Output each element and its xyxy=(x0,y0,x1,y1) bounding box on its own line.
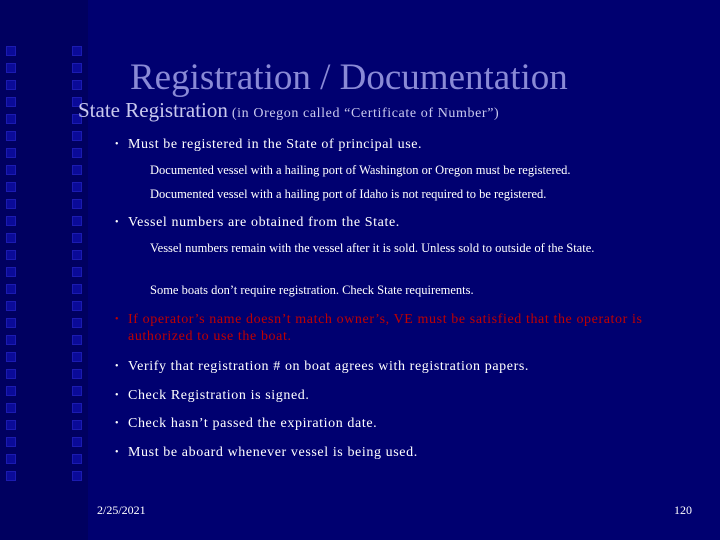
sub-item: Vessel numbers remain with the vessel after it is sold. Unless sold to outside of the State. xyxy=(150,241,595,255)
bullet-text: Vessel numbers are obtained from the State. xyxy=(128,215,400,230)
decorative-square xyxy=(72,216,82,226)
decorative-square xyxy=(72,318,82,328)
decorative-square xyxy=(6,454,16,464)
bullet-text: If operator’s name doesn’t match owner’s, VE must be satisfied that the operator is authorized to use the boat. xyxy=(128,312,643,344)
sub-item: Some boats don’t require registration. Check State requirements. xyxy=(150,283,474,297)
bullet-marker: • xyxy=(115,314,120,325)
decorative-square xyxy=(6,199,16,209)
footer-date: 2/25/2021 xyxy=(97,503,146,517)
decorative-square xyxy=(6,284,16,294)
decorative-square xyxy=(72,46,82,56)
decorative-square xyxy=(6,301,16,311)
decorative-square xyxy=(72,267,82,277)
subtitle-note: (in Oregon called “Certificate of Number”) xyxy=(231,106,500,121)
decorative-square xyxy=(72,352,82,362)
bullet-marker: • xyxy=(115,447,120,458)
bullet-marker: • xyxy=(115,418,120,429)
bullet-item xyxy=(115,358,675,375)
bullet-text: Verify that registration # on boat agrees with registration papers. xyxy=(128,359,529,374)
decorative-square xyxy=(72,182,82,192)
bullet-marker: • xyxy=(115,217,120,228)
decorative-square xyxy=(72,284,82,294)
decorative-square xyxy=(6,471,16,481)
decorative-square xyxy=(6,267,16,277)
bullet-text: Check hasn’t passed the expiration date. xyxy=(128,416,378,431)
decorative-square xyxy=(6,165,16,175)
bullet-item xyxy=(115,214,675,231)
decorative-square xyxy=(6,97,16,107)
decorative-square xyxy=(6,63,16,73)
sub-item: Documented vessel with a hailing port of Washington or Oregon must be registered. xyxy=(150,163,571,177)
decorative-square-column xyxy=(6,46,16,481)
decorative-square xyxy=(6,182,16,192)
decorative-square xyxy=(72,386,82,396)
bullet-marker: • xyxy=(115,390,120,401)
decorative-square xyxy=(6,335,16,345)
slide-subtitle xyxy=(78,98,499,123)
decorative-square xyxy=(72,165,82,175)
decorative-square xyxy=(72,301,82,311)
decorative-square xyxy=(72,131,82,141)
decorative-square xyxy=(72,63,82,73)
decorative-square xyxy=(6,403,16,413)
decorative-square xyxy=(6,318,16,328)
decorative-square xyxy=(6,250,16,260)
bullet-text: Check Registration is signed. xyxy=(128,388,310,403)
decorative-square xyxy=(6,233,16,243)
decorative-square xyxy=(72,403,82,413)
decorative-square xyxy=(72,437,82,447)
subtitle-main: State Registration xyxy=(78,98,228,122)
sub-item: Documented vessel with a hailing port of Idaho is not required to be registered. xyxy=(150,187,547,201)
decorative-square xyxy=(72,454,82,464)
bullet-item-warning xyxy=(115,311,675,345)
decorative-square xyxy=(6,437,16,447)
bullet-text: Must be registered in the State of principal use. xyxy=(128,137,423,152)
decorative-square xyxy=(72,148,82,158)
bullet-marker: • xyxy=(115,361,120,372)
decorative-square xyxy=(6,148,16,158)
decorative-square xyxy=(6,114,16,124)
decorative-square xyxy=(72,250,82,260)
decorative-square xyxy=(6,80,16,90)
bullet-item xyxy=(115,444,675,461)
page-number: 120 xyxy=(674,503,692,517)
decorative-square xyxy=(6,386,16,396)
decorative-square xyxy=(6,352,16,362)
decorative-square xyxy=(72,80,82,90)
decorative-square xyxy=(72,369,82,379)
decorative-square xyxy=(72,471,82,481)
decorative-square xyxy=(6,420,16,430)
bullet-text: Must be aboard whenever vessel is being used. xyxy=(128,445,418,460)
decorative-square xyxy=(72,233,82,243)
decorative-square xyxy=(6,46,16,56)
bullet-marker: • xyxy=(115,139,120,150)
slide-title: Registration / Documentation xyxy=(130,57,568,98)
decorative-square xyxy=(6,216,16,226)
bullet-item xyxy=(115,387,675,404)
decorative-square xyxy=(6,131,16,141)
decorative-square xyxy=(72,335,82,345)
bullet-item xyxy=(115,136,675,153)
decorative-square xyxy=(72,199,82,209)
decorative-square xyxy=(6,369,16,379)
bullet-item xyxy=(115,415,675,432)
decorative-square xyxy=(72,420,82,430)
